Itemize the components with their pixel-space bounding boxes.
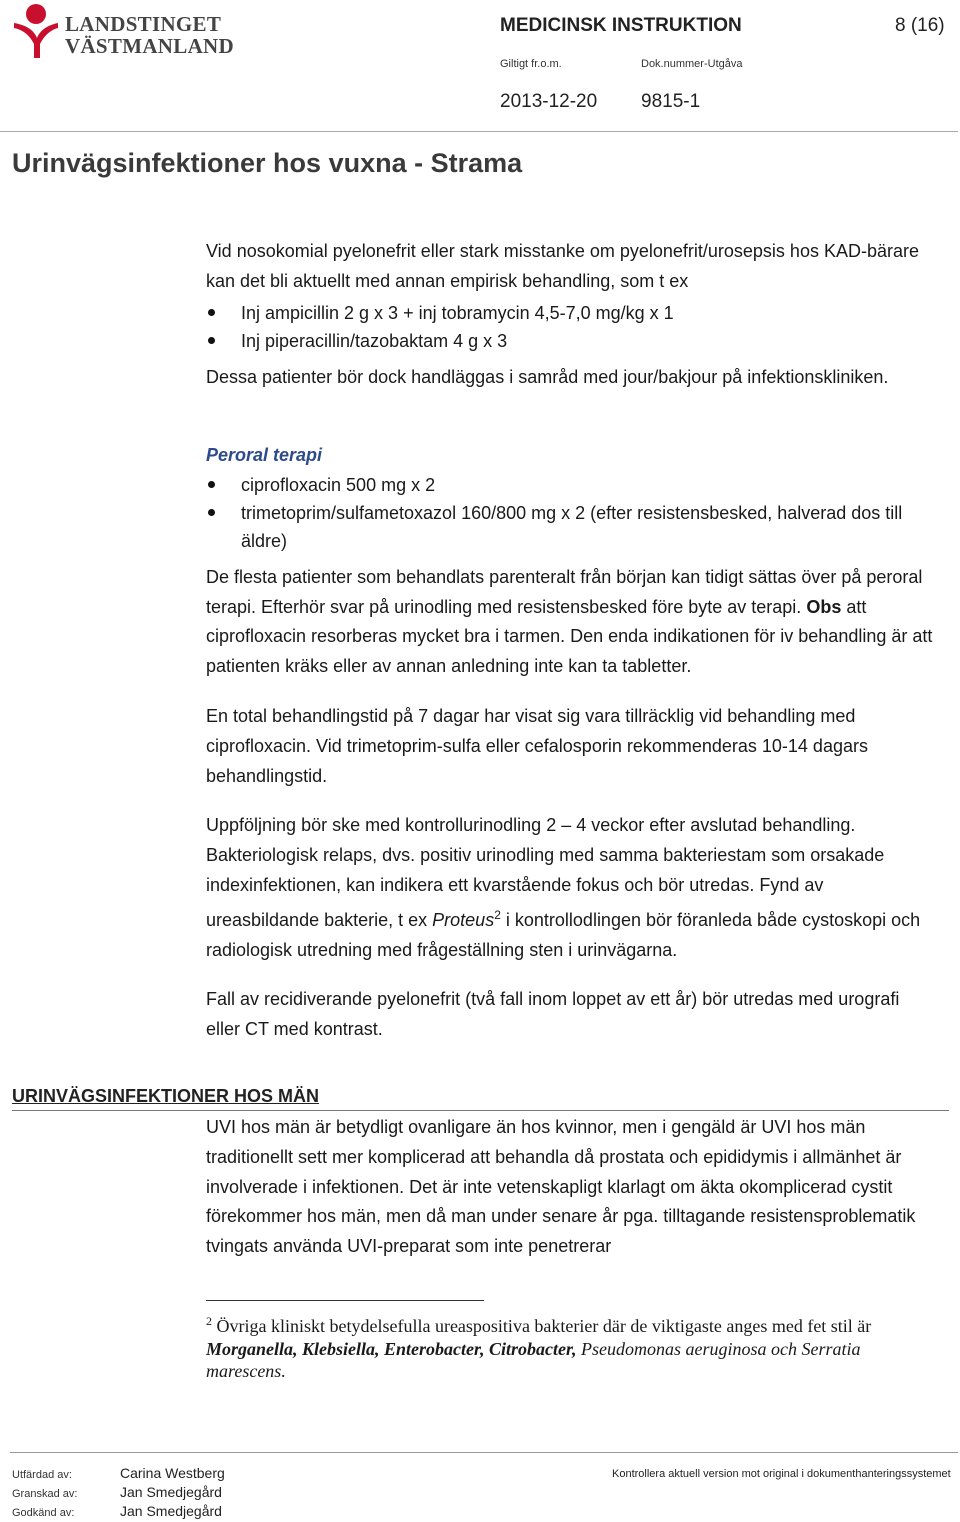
- approved-by-label: Godkänd av:: [12, 1507, 75, 1519]
- intro-section: [206, 237, 936, 392]
- list-item: trimetoprim/sulfametoxazol 160/800 mg x 2 (efter resistensbesked, halverad dos till äldre): [206, 499, 936, 555]
- footnote-text: Övriga kliniskt betydelsefulla ureaspositiva bakterier där de viktigaste anges med fet stil är: [212, 1316, 872, 1336]
- reviewed-by-value: Jan Smedjegård: [120, 1484, 222, 1500]
- page-number: 8 (16): [895, 15, 945, 36]
- footnote: [206, 1310, 936, 1383]
- men-section-heading: URINVÄGSINFEKTIONER HOS MÄN: [12, 1086, 320, 1106]
- list-item: Inj piperacillin/tazobaktam 4 g x 3: [206, 327, 936, 355]
- valid-from-label: Giltigt fr.o.m.: [500, 58, 562, 70]
- paragraph-text: att ciprofloxacin resorberas mycket bra i tarmen. Den enda indikationen för iv behandling är att patienten kräks eller av annan anledning inte kan ta tabletter.: [206, 596, 933, 677]
- list-item: ciprofloxacin 500 mg x 2: [206, 471, 936, 499]
- header-divider: [0, 131, 958, 132]
- intro-paragraph: Vid nosokomial pyelonefrit eller stark misstanke om pyelonefrit/urosepsis hos KAD-bärare kan det bli aktuellt med annan empirisk behandling, som t ex: [206, 241, 919, 291]
- intro-after-paragraph: Dessa patienter bör dock handläggas i samråd med jour/bakjour på infektionskliniken.: [206, 366, 889, 387]
- peroral-paragraph-4: Fall av recidiverande pyelonefrit (två fall inom loppet av ett år) bör utredas med urografi eller CT med kontrast.: [206, 989, 900, 1040]
- document-type: MEDICINSK INSTRUKTION: [500, 15, 742, 36]
- men-paragraph: UVI hos män är betydligt ovanligare än hos kvinnor, men i gengäld är UVI hos män traditionellt sett mer komplicerad att behandla då prostata och epididymis i allmänhet är involverade i infektionen. Det är inte vetenskapligt klarlagt om äkta okomplicerad cystit förekommer hos män, men då man under senare år pga. tilltagande resistensproblematik tvingats använda UVI-preparat som inte penetrerar: [206, 1117, 916, 1257]
- issued-by-label: Utfärdad av:: [12, 1469, 72, 1481]
- section-divider: [12, 1110, 949, 1111]
- intro-bullet-list: [206, 299, 936, 355]
- paragraph-text: i kontrollodlingen bör föranleda både cystoskopi och radiologisk utredning med frågeställning sten i urinvägarna.: [206, 909, 921, 960]
- issued-by-value: Carina Westberg: [120, 1465, 225, 1481]
- doc-number-label: Dok.nummer-Utgåva: [641, 58, 743, 70]
- version-control-note: Kontrollera aktuell version mot original i dokumenthanteringssystemet: [612, 1468, 951, 1480]
- footnote-italic-organisms: Pseudomonas aeruginosa och Serratia marescens.: [206, 1338, 861, 1381]
- valid-from-date: 2013-12-20: [500, 91, 598, 112]
- approved-by-value: Jan Smedjegård: [120, 1503, 222, 1519]
- doc-number: 9815-1: [641, 91, 701, 112]
- peroral-heading: Peroral terapi: [206, 445, 323, 465]
- reviewed-by-label: Granskad av:: [12, 1488, 78, 1500]
- footnote-ref: 2: [494, 907, 501, 922]
- proteus-term: Proteus: [432, 909, 495, 930]
- logo-line-2: VÄSTMANLAND: [65, 34, 234, 58]
- footnote-bold-organisms: Morganella, Klebsiella, Enterobacter, Citrobacter,: [206, 1338, 577, 1359]
- paragraph-text: De flesta patienter som behandlats parenteralt från början kan tidigt sättas över på peroral terapi. Efterhör svar på urinodling med resistensbesked före byte av terapi.: [206, 566, 923, 617]
- list-item: Inj ampicillin 2 g x 3 + inj tobramycin 4,5-7,0 mg/kg x 1: [206, 299, 936, 327]
- peroral-bullet-list: [206, 471, 936, 555]
- obs-label: Obs: [806, 596, 842, 617]
- peroral-paragraph-2: En total behandlingstid på 7 dagar har visat sig vara tillräcklig vid behandling med ciprofloxacin. Vid trimetoprim-sulfa eller cefalosporin rekommenderas 10-14 dagars behandlingstid.: [206, 705, 868, 786]
- landstinget-logo: [10, 2, 234, 60]
- peroral-section: [206, 441, 936, 1045]
- footnote-number: 2: [206, 1314, 212, 1328]
- footer-divider: [10, 1452, 958, 1453]
- document-title: Urinvägsinfektioner hos vuxna - Strama: [12, 148, 523, 178]
- paragraph-text: Uppföljning bör ske med kontrollurinodling 2 – 4 veckor efter avslutad behandling. Bakteriologisk relaps, dvs. positiv urinodling med samma bakteriestam som orsakade indexinfektionen, kan indikera ett kvarstående fokus och bör utredas. Fynd av ureasbildande bakterie, t ex: [206, 815, 885, 930]
- peroral-paragraph-1: [206, 563, 936, 682]
- peroral-paragraph-3: [206, 811, 936, 965]
- footnote-rule: [206, 1300, 484, 1301]
- logo-person-icon: [10, 2, 60, 60]
- logo-line-1: LANDSTINGET: [65, 12, 222, 36]
